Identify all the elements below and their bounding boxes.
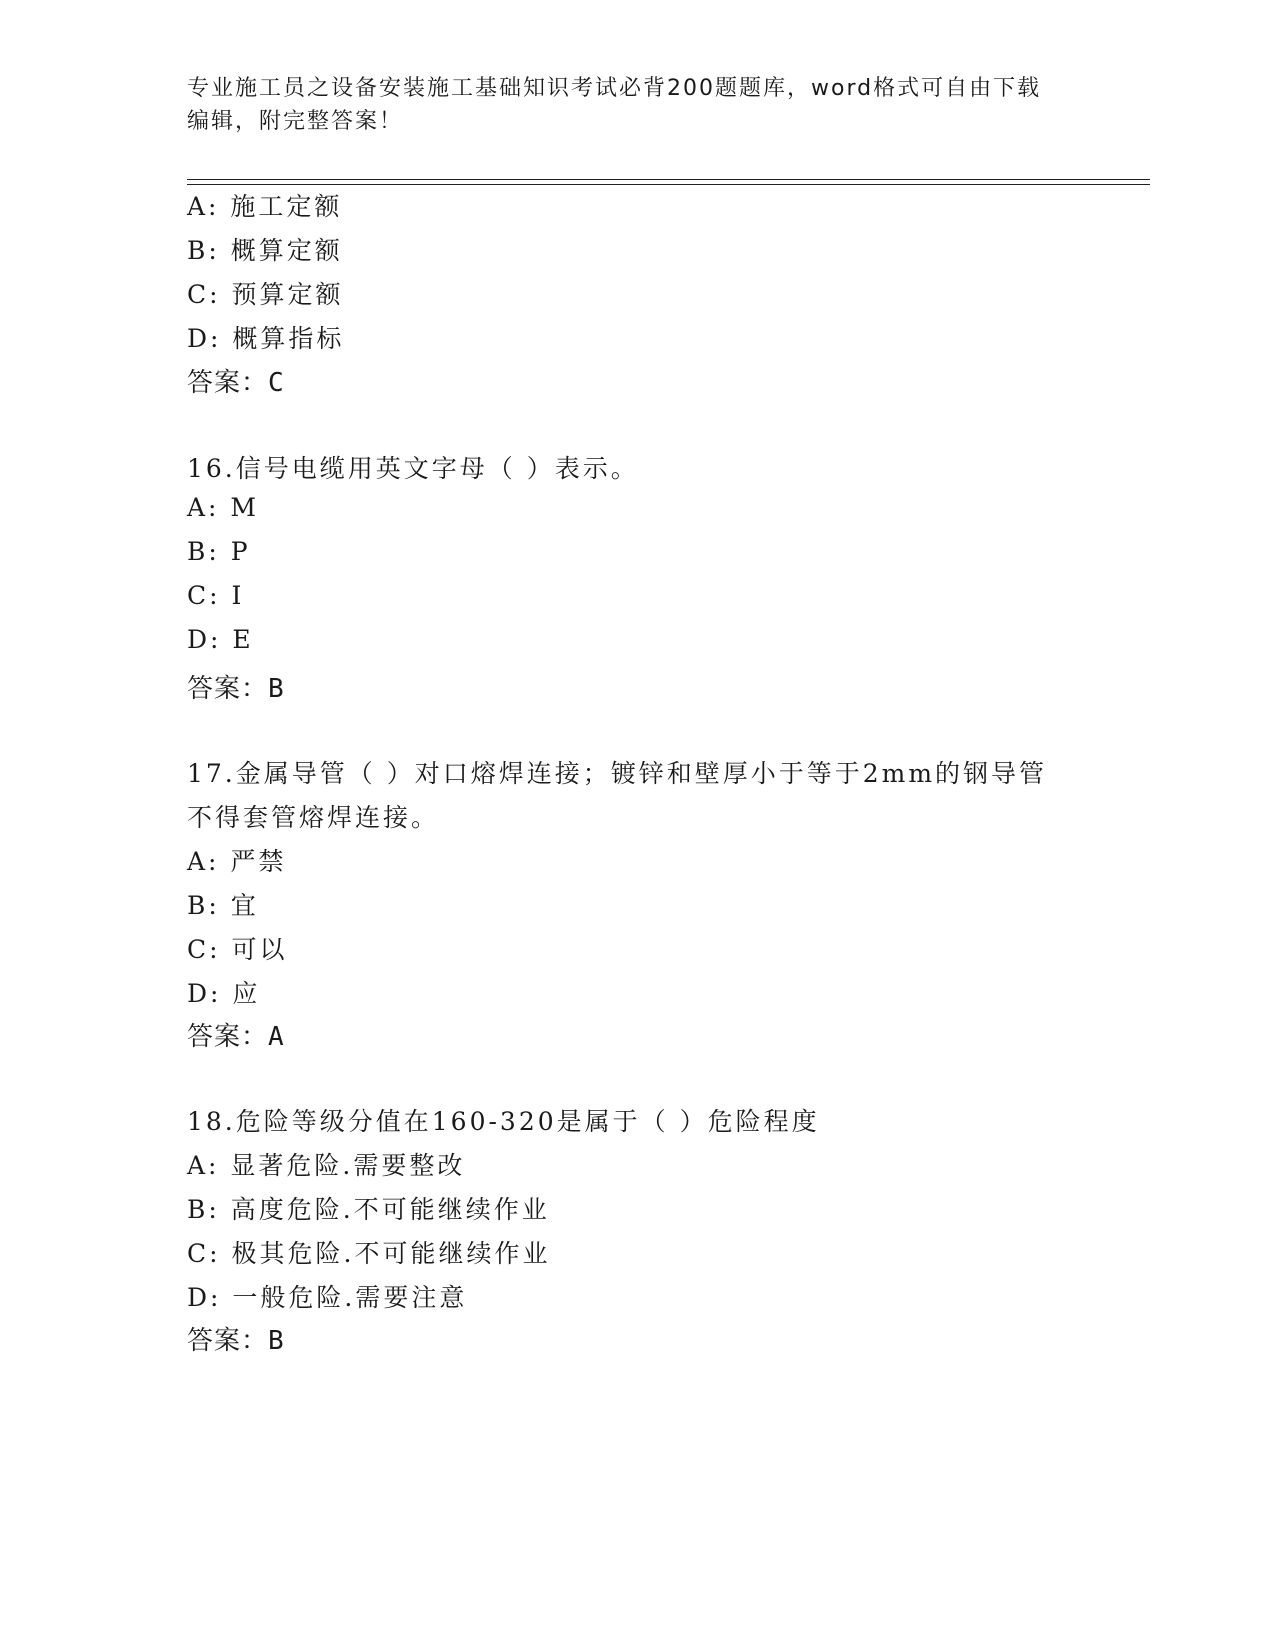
q16-question: 16.信号电缆用英文字母（ ）表示。 <box>187 454 639 483</box>
q15-answer <box>187 362 285 399</box>
q18-option-a: A: 显著危险.需要整改 <box>187 1151 466 1180</box>
q16-option-c: C: I <box>187 581 245 610</box>
q18-question: 18.危险等级分值在160-320是属于（ ）危险程度 <box>187 1107 820 1136</box>
header-line-2: 编辑，附完整答案！ <box>187 109 404 134</box>
answer-label: 答案： <box>187 368 269 398</box>
header-divider-bottom <box>187 184 1150 185</box>
q17-question-line-1: 17.金属导管（ ）对口熔焊连接；镀锌和壁厚小于等于2mm的钢导管 <box>187 759 1048 788</box>
q15-option-a: A: 施工定额 <box>187 192 343 221</box>
q17-option-c: C: 可以 <box>187 935 288 964</box>
answer-value: B <box>268 1326 285 1356</box>
q16-option-b: B: P <box>187 537 251 566</box>
answer-value: C <box>268 368 285 398</box>
answer-value: A <box>268 1022 285 1052</box>
q17-question-line-2: 不得套管熔焊连接。 <box>187 803 440 832</box>
q18-option-d: D: 一般危险.需要注意 <box>187 1283 468 1312</box>
q16-option-d: D: E <box>187 625 254 654</box>
q17-option-a: A: 严禁 <box>187 847 287 876</box>
answer-value: B <box>268 674 285 704</box>
q18-option-c: C: 极其危险.不可能继续作业 <box>187 1239 551 1268</box>
q17-option-b: B: 宜 <box>187 891 259 920</box>
q17-option-d: D: 应 <box>187 979 261 1008</box>
answer-label: 答案： <box>187 1326 269 1356</box>
header-line-1: 专业施工员之设备安装施工基础知识考试必背200题题库，word格式可自由下载 <box>187 76 1042 101</box>
answer-label: 答案： <box>187 1022 269 1052</box>
document-header <box>187 72 1067 138</box>
q15-option-d: D: 概算指标 <box>187 324 345 353</box>
q18-answer <box>187 1320 285 1357</box>
q16-option-a: A: M <box>187 493 260 522</box>
q17-answer <box>187 1016 285 1053</box>
q15-option-c: C: 预算定额 <box>187 280 344 309</box>
q18-option-b: B: 高度危险.不可能继续作业 <box>187 1195 550 1224</box>
q16-answer <box>187 668 285 705</box>
header-divider-top <box>187 179 1150 180</box>
q15-option-b: B: 概算定额 <box>187 236 343 265</box>
answer-label: 答案： <box>187 674 269 704</box>
